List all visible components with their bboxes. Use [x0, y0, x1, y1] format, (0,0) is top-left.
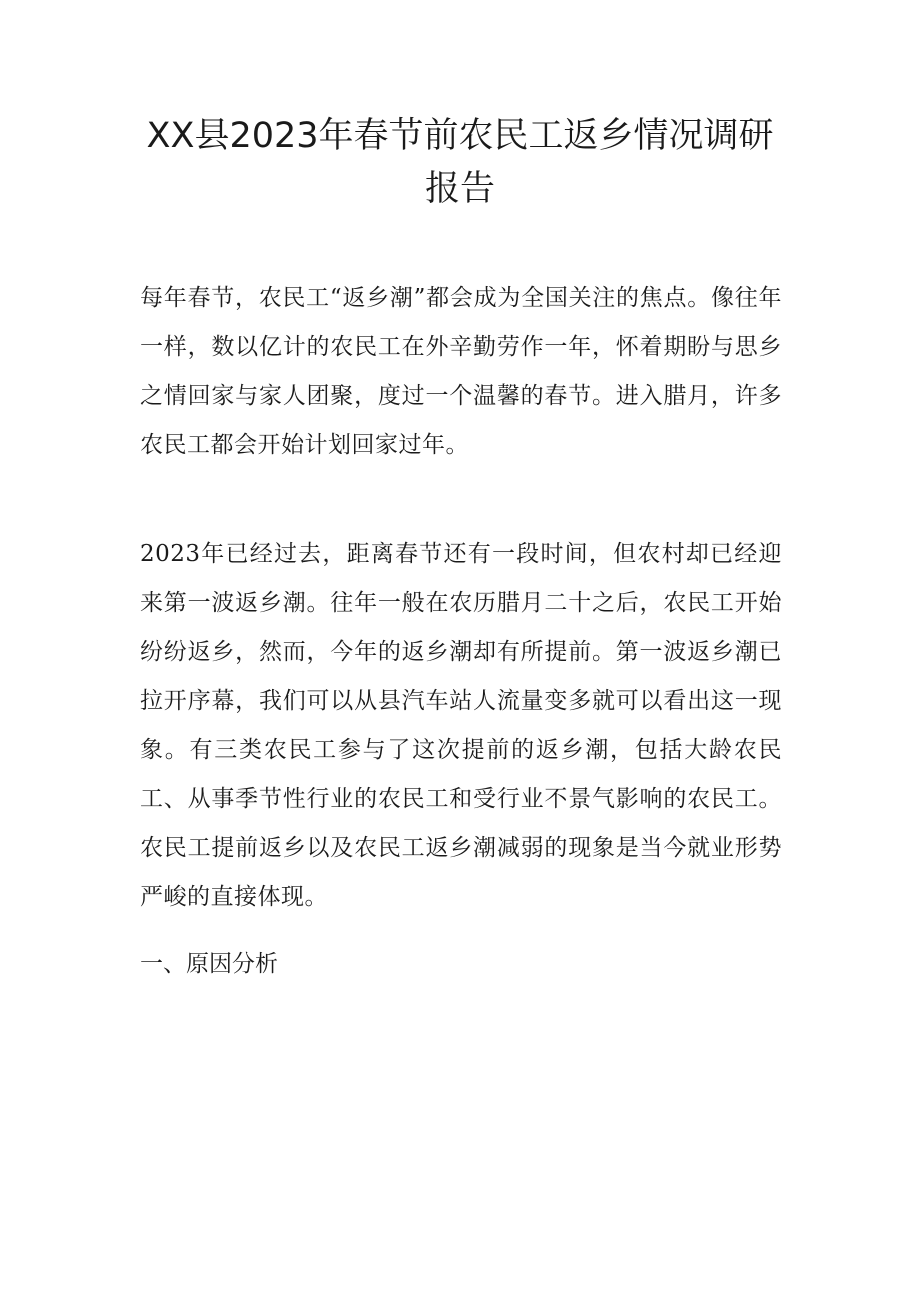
paragraph-2023: 2023年已经过去，距离春节还有一段时间，但农村却已经迎来第一波返乡潮。往年一般在农历腊月二十之后，农民工开始纷纷返乡，然而，今年的返乡潮却有所提前。第一波返乡潮已拉开序幕，我们可以从县汽车站人流量变多就可以看出这一现象。有三类农民工参与了这次提前的返乡潮，包括大龄农民工、从事季节性行业的农民工和受行业不景气影响的农民工。农民工提前返乡以及农民工返乡潮减弱的现象是当今就业形势严峻的直接体现。 [140, 541, 782, 910]
section-heading-cause-analysis: 一、原因分析 [140, 951, 278, 977]
paragraph-intro: 每年春节，农民工“返乡潮”都会成为全国关注的焦点。像往年一样，数以亿计的农民工在外辛勤劳作一年，怀着期盼与思乡之情回家与家人团聚，度过一个温馨的春节。进入腊月，许多农民工都会开始计划回家过年。 [140, 285, 782, 458]
document-title: XX县2023年春节前农民工返乡情况调研报告 [146, 116, 774, 209]
